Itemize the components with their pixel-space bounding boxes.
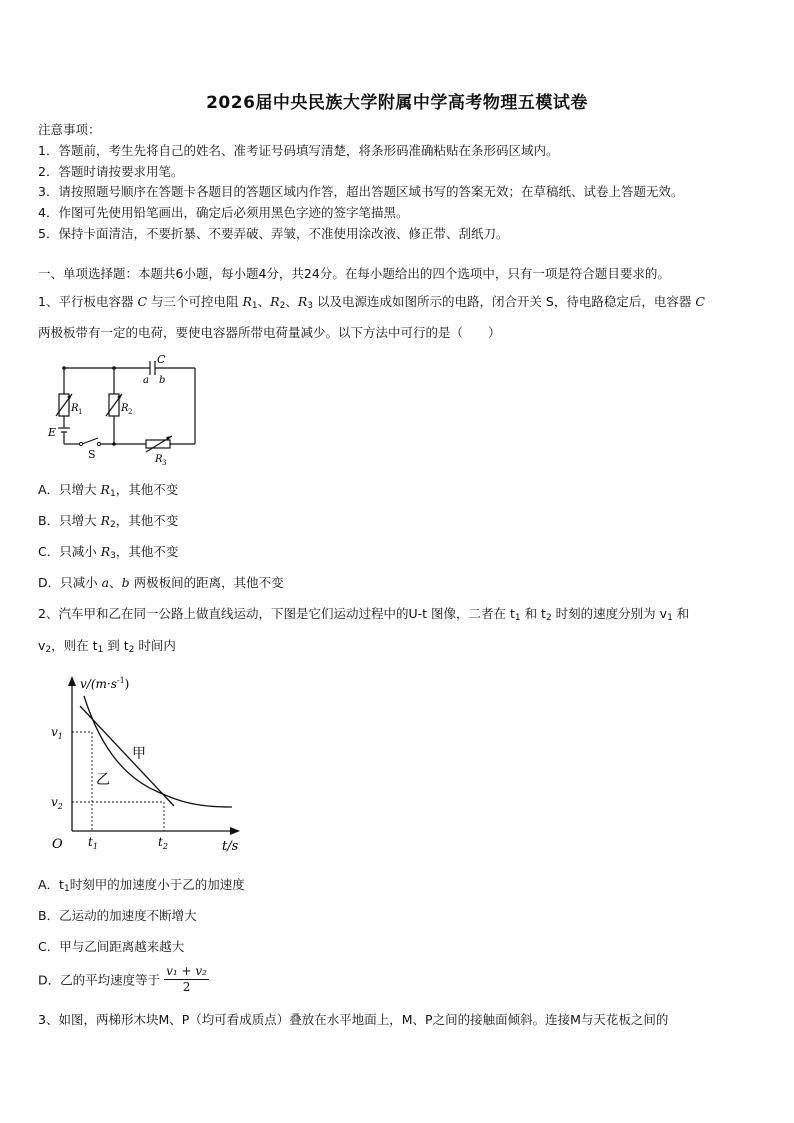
line-jia [80,706,174,806]
page-title: 2026届中央民族大学附属中学高考物理五模试卷 [206,93,588,113]
q2-stem-line2: $v_2$，则在 $t_1$ 到 $t_2$ 时间内 [38,638,176,655]
r3-sub: 3 [162,459,167,467]
q2-stem-line1: 2、汽车甲和乙在同一公路上做直线运动，下图是它们运动过程中的U-t 图像，二者在 $t_1$ 和 $t_2$ 时刻的速度分别为 $v_1$ 和 [38,606,690,623]
q2-option-d[interactable]: D．乙的平均速度等于 $\frac{\text{v₁ + v₂}}{2}$ [38,964,207,994]
t1-label: $t_1$ [88,835,98,851]
curve-yi [84,696,232,807]
q2-option-b[interactable]: B．乙运动的加速度不断增大 [38,908,197,923]
r1-label: R [71,403,79,414]
notice-item: 5．保持卡面清洁，不要折暴、不要弄破、弄皱，不准使用涂改液、修正带、刮纸刀。 [38,226,509,241]
notice-item: 3．请按照题号顺序在答题卡各题目的答题区域内作答，超出答题区域书写的答案无效；在草稿纸、试卷上答题无效。 [38,184,684,199]
section-heading: 一、单项选择题：本题共6小题，每小题4分，共24分。在每小题给出的四个选项中，只有一项是符合题目要求的。 [38,266,670,281]
q1-option-d[interactable]: D．只减小 a、b 两极板间的距离，其他不变 [38,575,284,590]
notice-item: 1．答题前，考生先将自己的姓名、准考证号码填写清楚，将条形码准确粘贴在条形码区域内。 [38,143,559,158]
q1-option-c[interactable]: C．只减小 $R_3$，其他不变 [38,544,179,561]
q1-stem-line2: 两极板带有一定的电荷，要使电容器所带电荷量减少。以下方法中可行的是（ ） [38,325,501,340]
average-velocity-fraction [164,964,209,995]
v2-label: $v_2$ [51,795,63,811]
t2-label: $t_2$ [158,835,168,851]
q3-stem-line1: 3、如图，两梯形木块M、P（均可看成质点）叠放在水平地面上，M、P之间的接触面倾斜。连接M与天花板之间的 [38,1012,669,1027]
q2-option-a[interactable]: A．$t_1$时刻甲的加速度小于乙的加速度 [38,877,245,894]
fraction-numerator: v₁ + v₂ [166,964,207,978]
plate-a-label: a [143,375,149,386]
r3-label: R [155,454,163,465]
q1-option-b[interactable]: B．只增大 $R_2$，其他不变 [38,513,179,530]
q1-stem-line1: 1、平行板电容器 C 与三个可控电阻 $R_1$、$R_2$、$R_3$ 以及电源连成如图所示的电路，闭合开关 S，待电路稳定后，电容器 C [38,294,705,311]
r1-sub: 1 [78,408,83,416]
y-axis-label: $v/(m\cdot s^{-1})$ [80,676,130,691]
origin-label: O [52,837,63,852]
q1-option-a[interactable]: A．只增大 $R_1$，其他不变 [38,482,179,499]
circuit-diagram [42,352,207,467]
fraction-denominator: 2 [182,980,191,994]
emf-label: E [48,426,57,439]
r2-sub: 2 [128,408,133,416]
capacitor-label: C [157,353,166,366]
velocity-time-graph [46,668,246,856]
label-jia: 甲 [132,746,146,762]
notice-item: 4．作图可先使用铅笔画出，确定后必须用黑色字迹的签字笔描黑。 [38,205,409,220]
label-yi: 乙 [96,772,110,788]
switch-label: S [88,448,96,461]
r2-label: R [121,403,129,414]
q2-option-c[interactable]: C．甲与乙间距离越来越大 [38,939,185,954]
v1-label: $v_1$ [51,725,63,741]
x-axis-label: t/s [222,839,239,854]
plate-b-label: b [159,375,166,386]
notice-item: 2．答题时请按要求用笔。 [38,164,184,179]
notice-heading: 注意事项： [38,122,101,137]
